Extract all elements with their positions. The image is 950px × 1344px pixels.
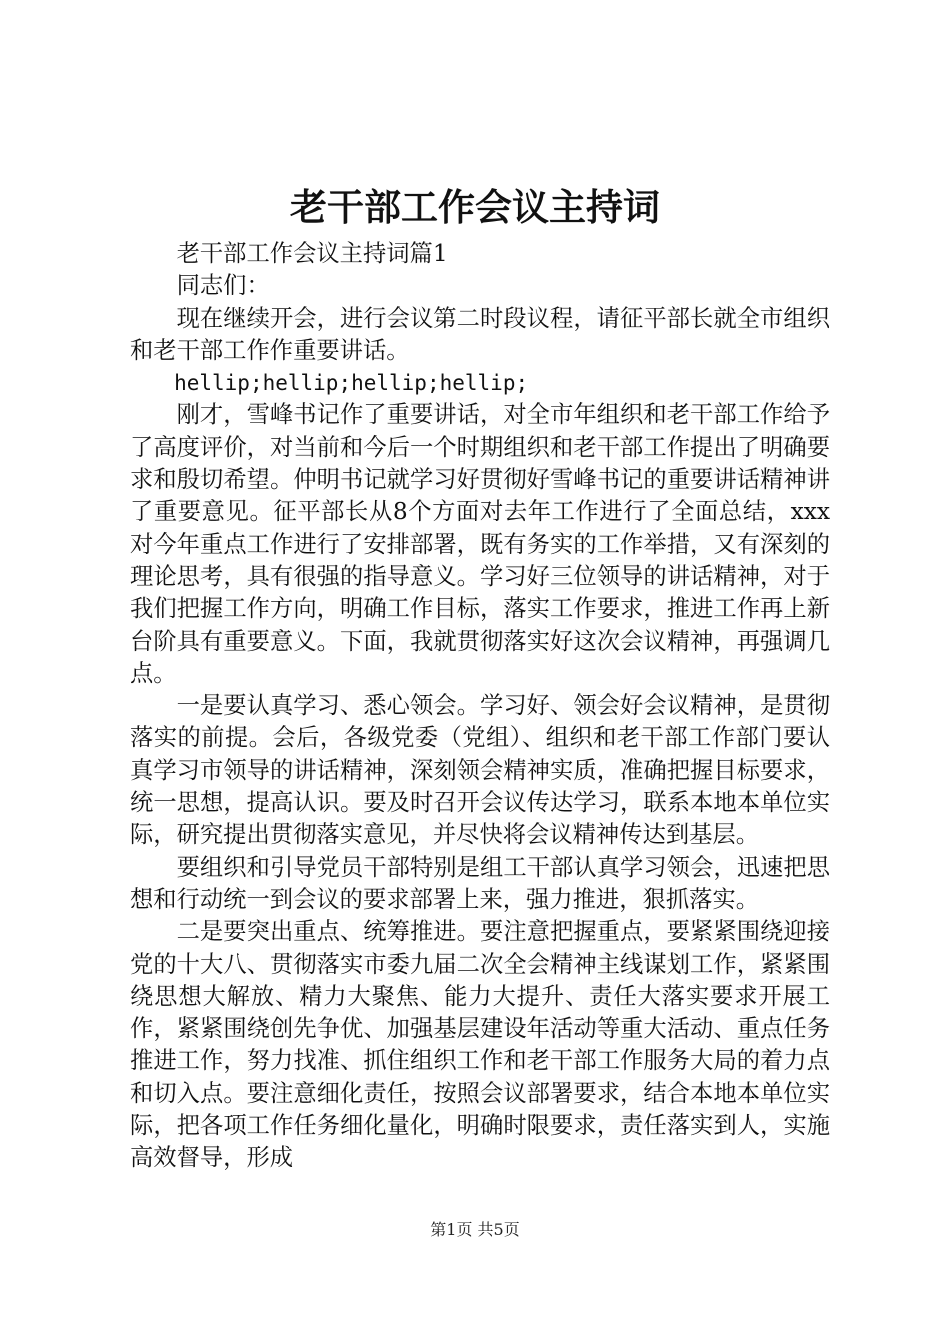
paragraph-ellipsis: hellip;hellip;hellip;hellip; [174,371,529,396]
paragraph: 二是要突出重点、统筹推进。要注意把握重点，要紧紧围绕迎接党的十大八、贯彻落实市委九届二次全会精神主线谋划工作，紧紧围绕思想大解放、精力大聚焦、能力大提升、责任大落实要求开展工作，紧紧围绕创先争优、加强基层建设年活动等重大活动、重点任务推进工作，努力找准、抓住组织工作和老干部工作服务大局的着力点和切入点。要注意细化责任，按照会议部署要求，结合本地本单位实际，把各项工作任务细化量化，明确时限要求，责任落实到人，实施高效督导，形成 [130,918,830,1172]
paragraph-heading: 老干部工作会议主持词篇1 [176,240,448,267]
document-title: 老干部工作会议主持词 [290,185,660,229]
paragraph: 刚才，雪峰书记作了重要讲话，对全市年组织和老干部工作给予了高度评价，对当前和今后一个时期组织和老干部工作提出了明确要求和殷切希望。仲明书记就学习好贯彻好雪峰书记的重要讲话精神讲了重要意见。征平部长从8个方面对去年工作进行了全面总结，xxx对今年重点工作进行了安排部署，既有务实的工作举措，又有深刻的理论思考，具有很强的指导意义。学习好三位领导的讲话精神，对于我们把握工作方向，明确工作目标，落实工作要求，推进工作再上新台阶具有重要意义。下面，我就贯彻落实好这次会议精神，再强调几点。 [130,401,830,687]
page-footer: 第1页 共5页 [430,1220,520,1239]
paragraph: 一是要认真学习、悉心领会。学习好、领会好会议精神，是贯彻落实的前提。会后，各级党委（党组）、组织和老干部工作部门要认真学习市领导的讲话精神，深刻领会精神实质，准确把握目标要求，统一思想，提高认识。要及时召开会议传达学习，联系本地本单位实际，研究提出贯彻落实意见，并尽快将会议精神传达到基层。 [130,692,830,849]
paragraph: 现在继续开会，进行会议第二时段议程，请征平部长就全市组织和老干部工作作重要讲话。 [130,304,830,364]
paragraph-salutation: 同志们： [176,272,270,300]
document-body [130,238,830,1175]
paragraph: 要组织和引导党员干部特别是组工干部认真学习领会，迅速把思想和行动统一到会议的要求部署上来，强力推进，狠抓落实。 [130,853,830,913]
